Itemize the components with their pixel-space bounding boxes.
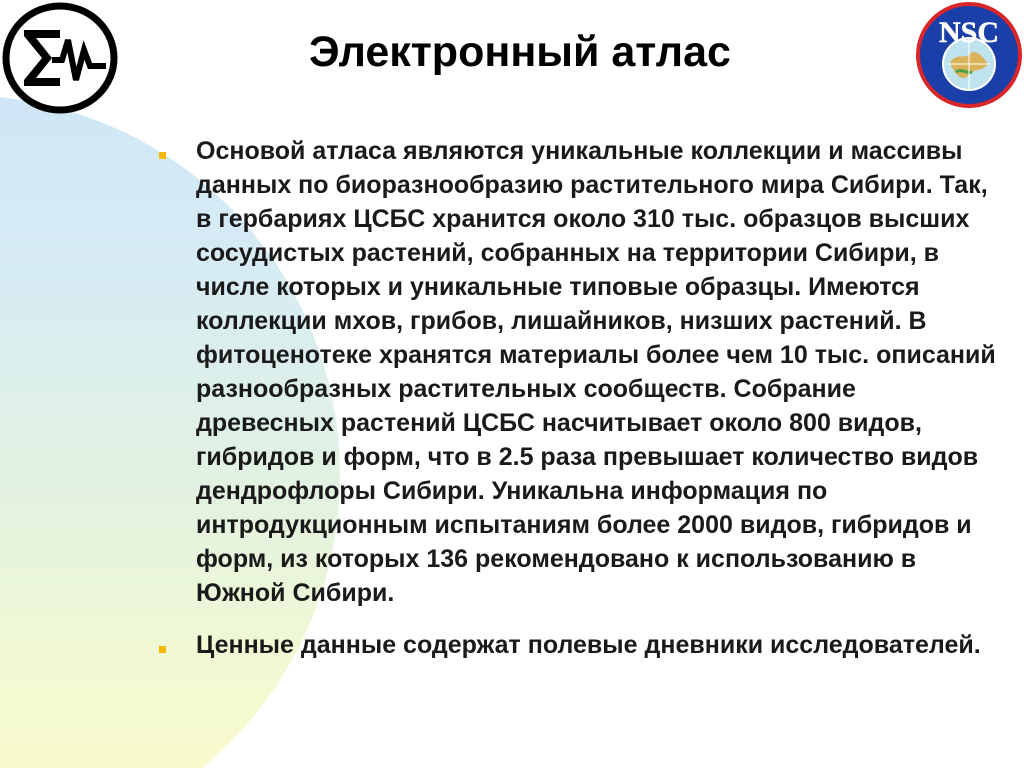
nsc-logo-text: NSC (938, 16, 1000, 49)
bullet-item (150, 628, 1000, 662)
bullet-marker-icon (159, 152, 166, 159)
page-title: Электронный атлас (309, 28, 731, 76)
bullet-item (150, 134, 1000, 610)
bullet-text: Основой атласа являются уникальные коллекции и массивы данных по биоразнообразию растительного мира Сибири. Так, в гербариях ЦСБС хранится около 310 тыс. образцов высших сосудистых растений, собранных на территории Сибири, в числе которых и уникальные типовые образцы. Имеются коллекции мхов, грибов, лишайников, низших растений. В фитоценотеке хранятся материалы более чем 10 тыс. описаний разнообразных растительных сообществ. Собрание древесных растений ЦСБС насчитывает около 800 видов, гибридов и форм, что в 2.5 раза превышает количество видов дендрофлоры Сибири. Уникальна информация по интродукционным испытаниям более 2000 видов, гибридов и форм, из которых 136 рекомендовано к использованию в Южной Сибири. (196, 137, 996, 607)
bullet-list (150, 134, 1000, 680)
bullet-text: Ценные данные содержат полевые дневники исследователей. (196, 631, 981, 659)
nsc-globe-logo (914, 2, 1024, 108)
bullet-marker-icon (159, 646, 166, 653)
nsc-globe-icon (914, 2, 1024, 108)
sigma-logo (2, 2, 118, 114)
sigma-logo-icon (2, 2, 118, 114)
